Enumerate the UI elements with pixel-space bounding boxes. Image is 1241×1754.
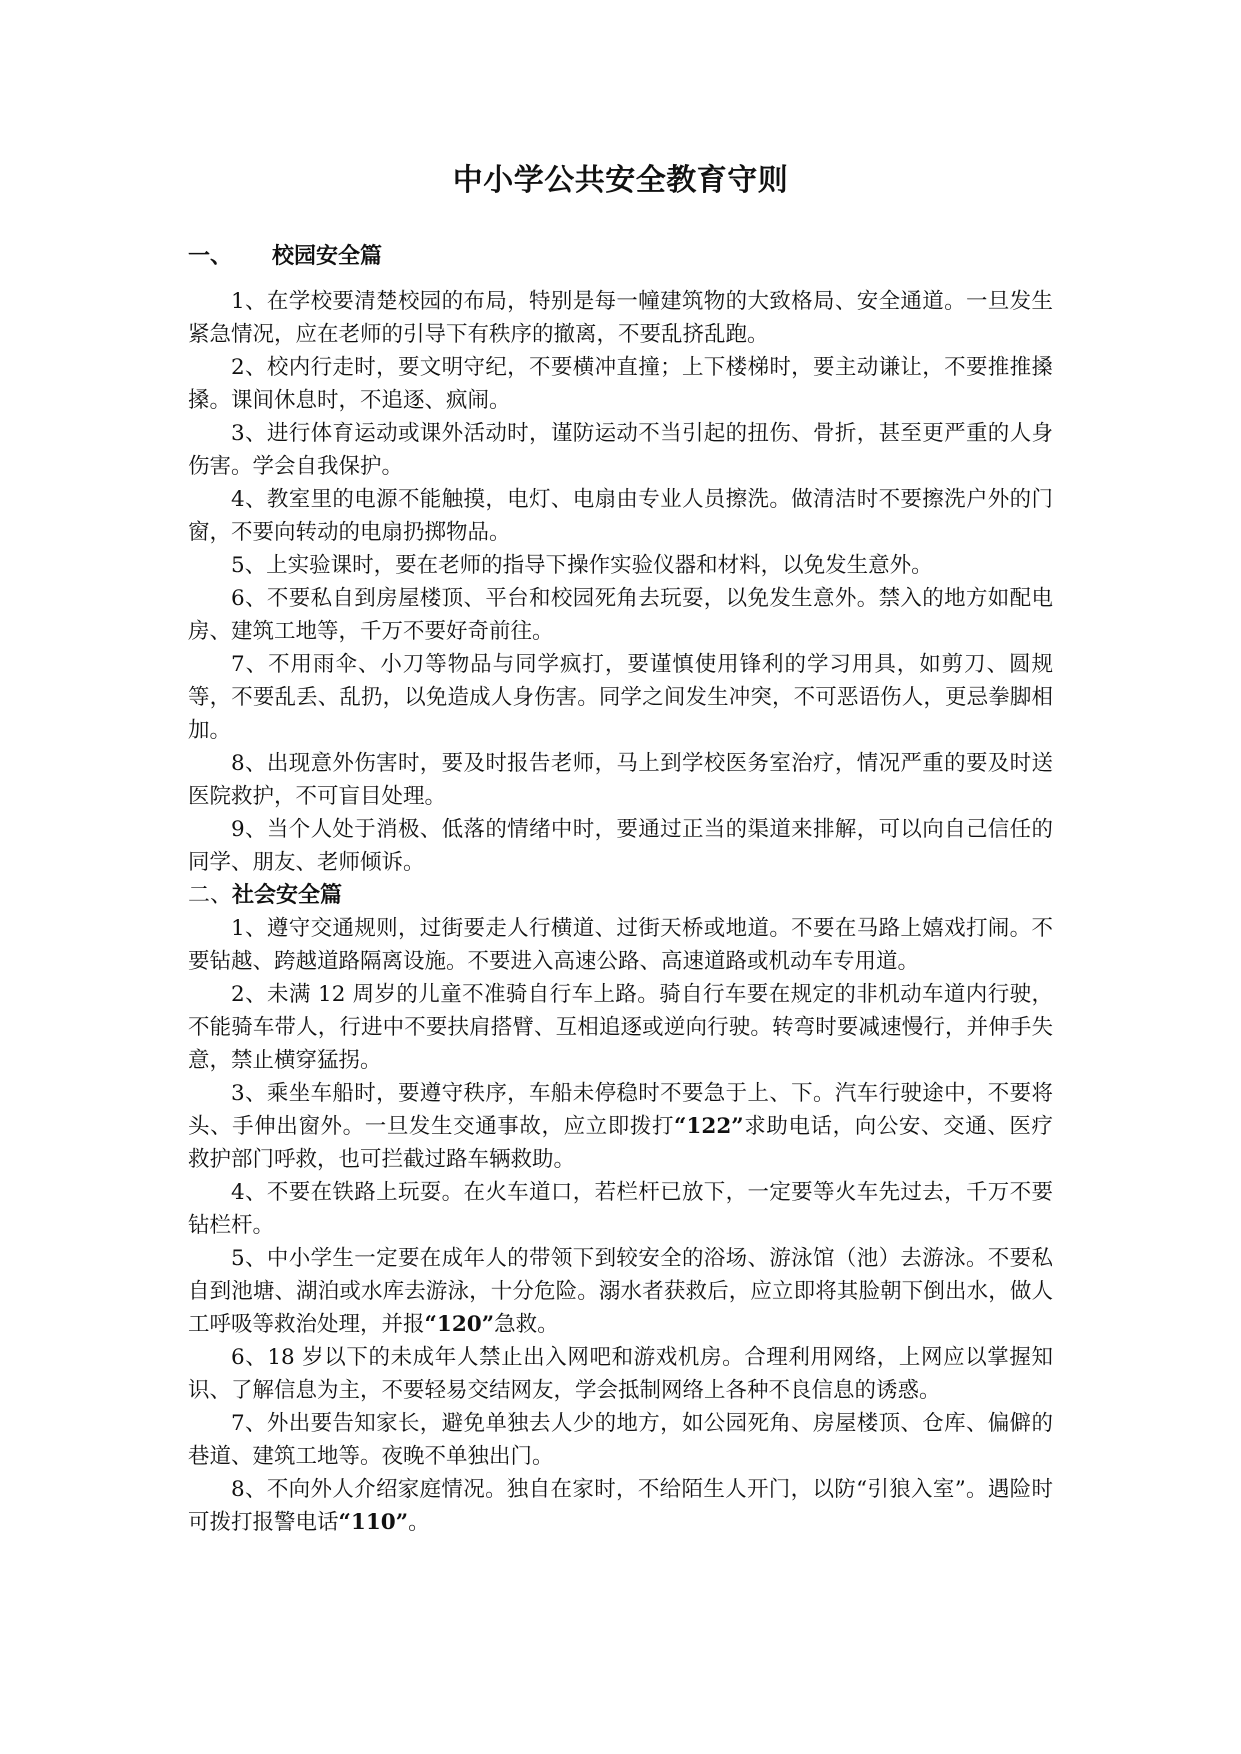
- emergency-number-traffic: “122”: [674, 1114, 744, 1139]
- campus-rule-8: 8、出现意外伤害时，要及时报告老师，马上到学校医务室治疗，情况严重的要及时送医院救护，不可盲目处理。: [188, 751, 1053, 809]
- emergency-number-ambulance: “120”: [424, 1312, 495, 1337]
- document-title: 中小学公共安全教育守则: [452, 163, 789, 198]
- section-heading-campus: [188, 240, 1053, 273]
- rule-text: 3、乘坐车船时，要遵守秩序，车船未停稳时不要急于上、下。汽车行驶途中，不要将头、手伸出窗外。一旦发生交通事故，应立即拨打: [188, 1081, 1053, 1139]
- society-rule-3: [188, 1077, 1053, 1176]
- rule-text: 5、中小学生一定要在成年人的带领下到较安全的浴场、游泳馆（池）去游泳。不要私自到池塘、湖泊或水库去游泳，十分危险。溺水者获救后，应立即将其脸朝下倒出水，做人工呼吸等救治处理，并报: [188, 1246, 1053, 1337]
- section-number: 二、: [188, 883, 233, 908]
- campus-rule-4: 4、教室里的电源不能触摸，电灯、电扇由专业人员擦洗。做清洁时不要擦洗户外的门窗，不要向转动的电扇扔掷物品。: [188, 487, 1053, 545]
- society-rule-1: 1、遵守交通规则，过街要走人行横道、过街天桥或地道。不要在马路上嬉戏打闹。不要钻越、跨越道路隔离设施。不要进入高速公路、高速道路或机动车专用道。: [188, 916, 1053, 974]
- section-title: 社会安全篇: [232, 882, 343, 908]
- campus-rule-6: 6、不要私自到房屋楼顶、平台和校园死角去玩耍，以免发生意外。禁入的地方如配电房、建筑工地等，千万不要好奇前往。: [188, 586, 1053, 644]
- society-rule-8: [188, 1473, 1053, 1539]
- section-title: 校园安全篇: [272, 243, 383, 269]
- section-heading-society: [188, 879, 1053, 912]
- campus-rule-1: 1、在学校要清楚校园的布局，特别是每一幢建筑物的大致格局、安全通道。一旦发生紧急情况，应在老师的引导下有秩序的撤离，不要乱挤乱跑。: [188, 289, 1053, 347]
- rule-text: 8、不向外人介绍家庭情况。独自在家时，不给陌生人开门，以防“引狼入室”。遇险时可拨打报警电话: [188, 1477, 1053, 1535]
- society-rule-7: 7、外出要告知家长，避免单独去人少的地方，如公园死角、房屋楼顶、仓库、偏僻的巷道、建筑工地等。夜晚不单独出门。: [188, 1411, 1053, 1469]
- campus-rule-7: 7、不用雨伞、小刀等物品与同学疯打，要谨慎使用锋利的学习用具，如剪刀、圆规等，不要乱丢、乱扔，以免造成人身伤害。同学之间发生冲突，不可恶语伤人，更忌拳脚相加。: [188, 652, 1053, 743]
- society-rule-6: 6、18 岁以下的未成年人禁止出入网吧和游戏机房。合理利用网络，上网应以掌握知识、了解信息为主，不要轻易交结网友，学会抵制网络上各种不良信息的诱惑。: [188, 1345, 1053, 1403]
- society-rule-5: [188, 1242, 1053, 1341]
- society-rule-4: 4、不要在铁路上玩耍。在火车道口，若栏杆已放下，一定要等火车先过去，千万不要钻栏杆。: [188, 1180, 1053, 1238]
- rule-text: 。: [408, 1510, 430, 1535]
- rule-text: 急救。: [494, 1312, 559, 1337]
- rule-text: 求助电话，向公安、交通、医疗救护部门呼救，也可拦截过路车辆救助。: [188, 1114, 1053, 1172]
- campus-rule-5: 5、上实验课时，要在老师的指导下操作实验仪器和材料，以免发生意外。: [231, 553, 933, 578]
- section-number: 一、: [188, 243, 233, 269]
- campus-rule-3: 3、进行体育运动或课外活动时，谨防运动不当引起的扭伤、骨折，甚至更严重的人身伤害。学会自我保护。: [188, 421, 1053, 479]
- campus-rule-2: 2、校内行走时，要文明守纪，不要横冲直撞；上下楼梯时，要主动谦让，不要推推搡搡。课间休息时，不追逐、疯闹。: [188, 355, 1053, 413]
- campus-rule-9: 9、当个人处于消极、低落的情绪中时，要通过正当的渠道来排解，可以向自己信任的同学、朋友、老师倾诉。: [188, 817, 1053, 875]
- document-content: [188, 160, 1053, 1539]
- emergency-number-police: “110”: [338, 1510, 409, 1535]
- society-rule-2: 2、未满 12 周岁的儿童不准骑自行车上路。骑自行车要在规定的非机动车道内行驶，不能骑车带人，行进中不要扶肩搭臂、互相追逐或逆向行驶。转弯时要减速慢行，并伸手失意，禁止横穿猛拐。: [188, 982, 1053, 1073]
